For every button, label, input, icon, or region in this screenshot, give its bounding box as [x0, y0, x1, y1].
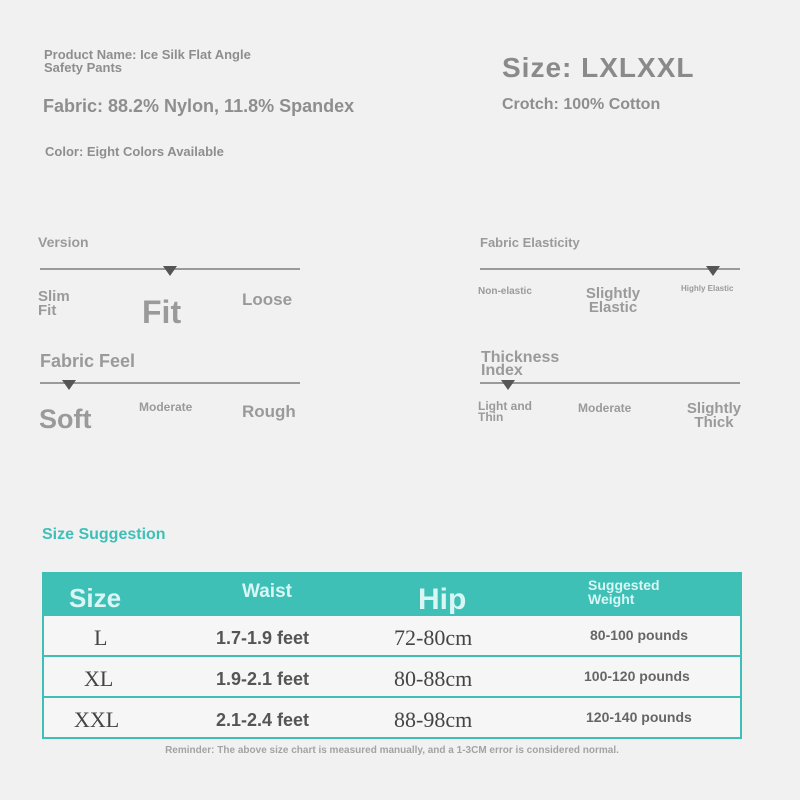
row-size: XL [84, 666, 114, 691]
crotch-material: Crotch: 100% Cotton [502, 96, 661, 113]
row-waist: 1.7-1.9 feet [216, 628, 310, 648]
row-hip: 88-98cm [394, 707, 473, 732]
size-suggestion-title: Size Suggestion [42, 526, 166, 543]
thickness-title: Thickness Index [481, 349, 560, 379]
fabric-composition: Fabric: 88.2% Nylon, 11.8% Spandex [43, 96, 355, 116]
table-row [44, 614, 740, 655]
feel-label-soft: Soft [39, 404, 92, 434]
version-label-fit: Fit [142, 294, 182, 330]
thickness-marker-icon [501, 380, 515, 390]
row-waist: 1.9-2.1 feet [216, 669, 310, 689]
thickness-line [480, 382, 740, 384]
table-row [44, 696, 740, 737]
size-table [42, 572, 742, 739]
row-weight: 120-140 pounds [586, 709, 692, 725]
product-name: Product Name: Ice Silk Flat Angle Safety Pants [44, 47, 251, 75]
thickness-label-moderate: Moderate [578, 401, 632, 415]
header-hip: Hip [418, 583, 467, 616]
feel-label-moderate: Moderate [139, 400, 193, 414]
row-size: L [94, 625, 108, 650]
reminder-note: Reminder: The above size chart is measured manually, and a 1-3CM error is considered normal. [165, 745, 619, 756]
thickness-label-slightly-thick: Slightly Thick [686, 400, 742, 431]
version-title: Version [38, 234, 89, 250]
color-info: Color: Eight Colors Available [45, 144, 224, 159]
feel-label-rough: Rough [242, 402, 296, 421]
feel-line [40, 382, 300, 384]
row-weight: 80-100 pounds [590, 627, 689, 643]
table-row [44, 655, 740, 696]
thickness-label-light-thin: Light and Thin [478, 399, 532, 424]
version-label-slim-fit: Slim Fit [38, 288, 70, 319]
feel-marker-icon [62, 380, 76, 390]
header-suggested-weight: Suggested Weight [588, 577, 660, 607]
version-label-loose: Loose [242, 290, 293, 309]
row-hip: 72-80cm [394, 625, 473, 650]
elasticity-marker-icon [706, 266, 720, 276]
row-hip: 80-88cm [394, 666, 473, 691]
header-waist: Waist [242, 581, 292, 602]
elasticity-title: Fabric Elasticity [480, 235, 580, 250]
elasticity-label-slightly-elastic: Slightly Elastic [585, 285, 641, 316]
elasticity-line [480, 268, 740, 270]
elasticity-label-non-elastic: Non-elastic [478, 286, 532, 297]
size-title: Size: LXLXXL [502, 52, 695, 83]
size-table-header [44, 574, 740, 614]
row-weight: 100-120 pounds [584, 668, 690, 684]
version-marker-icon [163, 266, 177, 276]
elasticity-label-highly-elastic: Highly Elastic [681, 284, 734, 293]
header-size: Size [69, 583, 122, 613]
feel-title: Fabric Feel [40, 351, 136, 371]
row-waist: 2.1-2.4 feet [216, 710, 310, 730]
row-size: XXL [74, 707, 120, 732]
